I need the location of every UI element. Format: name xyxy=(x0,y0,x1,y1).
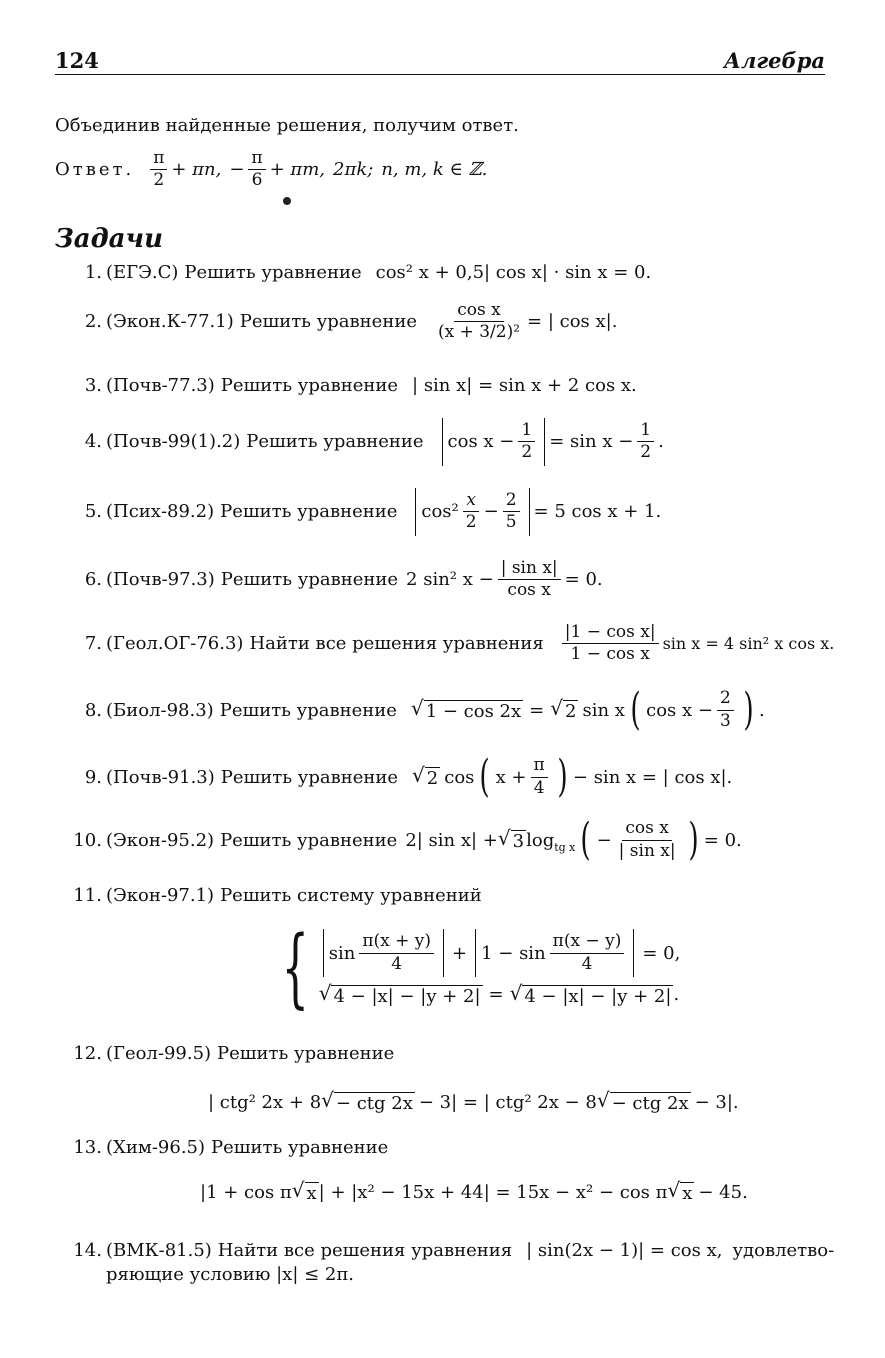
problem-text: Решить уравнение xyxy=(184,262,362,283)
denominator: 2 xyxy=(640,442,652,463)
numerator: 1 xyxy=(518,420,535,442)
answer-term: 2πk; xyxy=(333,159,374,181)
sqrt xyxy=(498,828,526,852)
problem-number: 1. xyxy=(84,262,102,283)
problem-source: (Почв-91.3) xyxy=(106,766,215,788)
problem-6 xyxy=(70,558,603,602)
problem-number: 6. xyxy=(84,569,102,591)
expr: − xyxy=(596,829,612,851)
left-paren: ( xyxy=(630,684,641,735)
problem-text: Решить уравнение xyxy=(239,311,417,333)
numerator: 2 xyxy=(717,688,734,710)
sqrt xyxy=(318,980,483,1007)
problem-source: (Псих-89.2) xyxy=(106,501,215,523)
numerator: π(x − y) xyxy=(550,931,625,953)
numerator: π(x + y) xyxy=(359,931,434,953)
expr: |1 + cos π xyxy=(200,1181,292,1203)
radical-sign: √ xyxy=(291,1178,305,1202)
problem-number: 9. xyxy=(84,766,102,788)
problem-source: (Почв-77.3) xyxy=(106,375,215,396)
radicand: x xyxy=(306,1183,317,1204)
expr: 2 sin² x − xyxy=(406,569,494,591)
system-brace: { xyxy=(281,918,310,1018)
running-title: Алгебра xyxy=(723,48,825,73)
radicand: 4 − |x| − |y + 2| xyxy=(333,985,481,1007)
expr: + xyxy=(452,942,468,964)
equation-system xyxy=(268,918,681,1018)
left-paren: ( xyxy=(479,751,491,802)
expr: = sin x − xyxy=(549,431,634,453)
denominator: 4 xyxy=(533,777,545,798)
answer-term: + πm, xyxy=(269,159,326,181)
expr: | + |x² − 15x + 44| = 15x − x² − cos π xyxy=(318,1181,668,1203)
radical-sign: √ xyxy=(318,980,332,1005)
sqrt xyxy=(509,980,674,1007)
problem-9 xyxy=(70,751,733,802)
expr: . xyxy=(758,699,765,721)
denominator: (x + 3/2)² xyxy=(437,322,521,343)
absolute-value xyxy=(442,418,546,466)
fraction xyxy=(150,148,167,192)
problem-3 xyxy=(70,375,637,396)
denominator: 2 xyxy=(153,170,165,191)
problem-text: Решить уравнение xyxy=(220,829,398,851)
denominator: 4 xyxy=(391,953,403,974)
problem-number: 10. xyxy=(73,829,102,851)
expr: . xyxy=(673,984,680,1006)
expr: = 5 cos x + 1. xyxy=(533,501,662,523)
expr: = 0. xyxy=(703,829,742,851)
numerator: 1 xyxy=(637,420,654,442)
problem-number: 5. xyxy=(84,501,102,523)
problem-number: 2. xyxy=(84,311,102,333)
problem-source: (Экон-97.1) xyxy=(106,885,215,906)
radical-sign: √ xyxy=(667,1178,681,1202)
problem-source: (Экон.К-77.1) xyxy=(106,311,234,333)
radical-sign: √ xyxy=(321,1088,334,1112)
fraction xyxy=(435,300,523,344)
numerator: |1 − cos x| xyxy=(562,622,659,644)
problem-14-line-2: ряющие условию |x| ≤ 2π. xyxy=(106,1264,354,1285)
sqrt xyxy=(412,765,440,789)
answer-line xyxy=(55,148,487,192)
fraction xyxy=(550,931,625,975)
answer-label: Ответ. xyxy=(55,159,135,181)
denominator: 4 xyxy=(581,953,593,974)
denominator: | sin x| xyxy=(618,840,676,861)
header-rule xyxy=(55,74,825,75)
problem-5 xyxy=(70,488,661,536)
fraction xyxy=(562,622,659,666)
radicand: − ctg 2x xyxy=(335,1093,413,1114)
numerator: 2 xyxy=(503,490,520,512)
problem-number: 13. xyxy=(73,1137,102,1158)
problem-source: (Геол-99.5) xyxy=(106,1043,212,1064)
expr: cos x − xyxy=(646,699,713,721)
radicand: 2 xyxy=(426,768,439,789)
formula: cos² x + 0,5| cos x| · sin x = 0. xyxy=(375,262,652,283)
answer-minus: − xyxy=(229,159,245,181)
expr: = 0. xyxy=(564,569,603,591)
expr: sin x = 4 sin² x cos x. xyxy=(662,634,835,654)
problem-text: Решить уравнение xyxy=(219,699,397,721)
problem-number: 12. xyxy=(73,1043,102,1064)
right-paren: ) xyxy=(557,751,568,802)
expr: − 45. xyxy=(698,1181,748,1203)
radicand: x xyxy=(682,1183,693,1204)
radicand: 3 xyxy=(512,831,525,852)
denominator: 3 xyxy=(719,710,731,731)
problem-2 xyxy=(70,300,617,344)
sqrt xyxy=(550,698,578,722)
denominator: 6 xyxy=(251,170,263,191)
problem-1 xyxy=(70,262,651,283)
radical-sign: √ xyxy=(596,1088,610,1112)
fraction xyxy=(717,688,734,732)
expr: 1 − sin xyxy=(481,942,546,964)
numerator: π xyxy=(150,148,167,170)
absolute-value xyxy=(323,929,444,977)
radicand: 4 − |x| − |y + 2| xyxy=(524,985,672,1007)
problem-11 xyxy=(70,885,496,906)
problem-8 xyxy=(70,684,765,735)
right-paren: ) xyxy=(743,684,754,735)
system-eq-1 xyxy=(319,929,681,977)
problem-source: (Биол-98.3) xyxy=(106,699,214,721)
expr: sin x xyxy=(582,699,625,721)
expr: . xyxy=(658,431,664,453)
fraction xyxy=(637,420,654,464)
problem-13 xyxy=(70,1137,402,1158)
problem-number: 4. xyxy=(84,431,102,453)
problem-text: Решить систему уравнений xyxy=(220,885,482,906)
expr: log xyxy=(526,829,555,851)
fraction xyxy=(531,755,548,799)
problem-source: (Хим-96.5) xyxy=(106,1137,206,1158)
radicand: − ctg 2x xyxy=(611,1093,689,1114)
problem-text: Решить уравнение xyxy=(220,569,399,591)
left-paren: ( xyxy=(580,814,592,865)
denominator: 2 xyxy=(521,442,533,463)
sqrt xyxy=(321,1090,415,1114)
problem-text: Найти все решения уравнения xyxy=(249,633,544,655)
fraction xyxy=(518,420,535,464)
expr: | ctg² 2x + 8 xyxy=(208,1091,322,1113)
radicand: 2 xyxy=(565,701,577,722)
problem-text: Решить уравнение xyxy=(220,501,398,523)
ink-dot xyxy=(283,197,291,205)
problem-number: 3. xyxy=(84,375,102,396)
fraction xyxy=(498,558,561,602)
formula: | sin x| = sin x + 2 cos x. xyxy=(412,375,637,396)
expr: − sin x = | cos x|. xyxy=(572,766,733,788)
radical-sign: √ xyxy=(509,980,523,1005)
numerator: | sin x| xyxy=(498,558,561,580)
radical-sign: √ xyxy=(497,826,511,850)
problem-source: (Экон-95.2) xyxy=(106,829,215,851)
problem-text: Решить уравнение xyxy=(217,1043,395,1064)
expr: sin xyxy=(328,942,356,964)
sqrt xyxy=(597,1090,691,1114)
denominator: 5 xyxy=(505,512,517,533)
problem-7 xyxy=(70,622,834,666)
page-number: 124 xyxy=(55,48,99,73)
denominator: 1 − cos x xyxy=(570,644,650,665)
sqrt xyxy=(667,1180,694,1204)
problem-source: (Геол.ОГ-76.3) xyxy=(106,633,244,655)
denominator: 2 xyxy=(465,512,477,533)
numerator: cos x xyxy=(454,300,503,322)
expr: = 0, xyxy=(642,942,681,964)
problem-number: 8. xyxy=(84,699,102,721)
right-paren: ) xyxy=(688,814,699,865)
fraction xyxy=(616,818,679,862)
radical-sign: √ xyxy=(550,696,564,720)
expr: − 3| = | ctg² 2x − 8 xyxy=(418,1091,597,1113)
log-base: tg x xyxy=(554,840,576,854)
numerator: π xyxy=(248,148,265,170)
expr: x + xyxy=(495,766,527,788)
expr: − 3|. xyxy=(694,1091,739,1113)
expr: − xyxy=(483,501,499,523)
expr: 2| sin x| + xyxy=(405,829,498,851)
problem-4 xyxy=(70,418,664,466)
section-title: Задачи xyxy=(55,224,164,254)
problem-text: Решить уравнение xyxy=(220,375,399,396)
denominator: cos x xyxy=(507,580,551,601)
expr: cos² xyxy=(421,501,459,523)
problem-number: 11. xyxy=(73,885,102,906)
problem-12 xyxy=(70,1043,408,1064)
formula: = | cos x|. xyxy=(527,311,618,333)
answer-domain: n, m, k ∈ ℤ. xyxy=(381,159,488,181)
problem-text: Решить уравнение xyxy=(246,431,424,453)
problem-text: удовлетво- xyxy=(732,1240,835,1261)
fraction xyxy=(359,931,434,975)
equation-13 xyxy=(200,1180,748,1204)
sqrt xyxy=(411,698,523,722)
absolute-value xyxy=(475,929,634,977)
formula: | sin(2x − 1)| = cos x, xyxy=(526,1240,723,1261)
expr: cos x − xyxy=(447,431,515,453)
problem-source: (ЕГЭ.С) xyxy=(106,262,179,283)
numerator: π xyxy=(531,755,548,777)
expr: cos xyxy=(444,766,475,788)
problem-source: (ВМК-81.5) xyxy=(106,1240,212,1261)
problem-source: (Почв-99(1).2) xyxy=(106,431,241,453)
problem-text: Решить уравнение xyxy=(211,1137,389,1158)
numerator: x xyxy=(463,490,479,512)
problem-text: Решить уравнение xyxy=(220,766,399,788)
problem-source: (Почв-97.3) xyxy=(106,569,215,591)
absolute-value xyxy=(415,488,529,536)
radicand: 1 − cos 2x xyxy=(425,701,522,722)
answer-term: + πn, xyxy=(171,159,222,181)
intro-text: Объединив найденные решения, получим ответ. xyxy=(55,115,519,136)
problem-number: 14. xyxy=(73,1240,102,1261)
radical-sign: √ xyxy=(410,696,424,720)
fraction xyxy=(463,490,480,534)
fraction xyxy=(503,490,520,534)
expr: = xyxy=(488,984,504,1006)
fraction xyxy=(248,148,265,192)
equation-12 xyxy=(208,1090,739,1114)
numerator: cos x xyxy=(622,818,671,840)
problem-text: Найти все решения уравнения xyxy=(217,1240,513,1261)
problem-number: 7. xyxy=(84,633,102,655)
system-eq-2 xyxy=(318,980,681,1007)
problem-14 xyxy=(70,1240,834,1261)
sqrt xyxy=(292,1180,319,1204)
problem-10 xyxy=(70,814,742,865)
expr: = xyxy=(529,699,545,721)
radical-sign: √ xyxy=(412,763,425,787)
